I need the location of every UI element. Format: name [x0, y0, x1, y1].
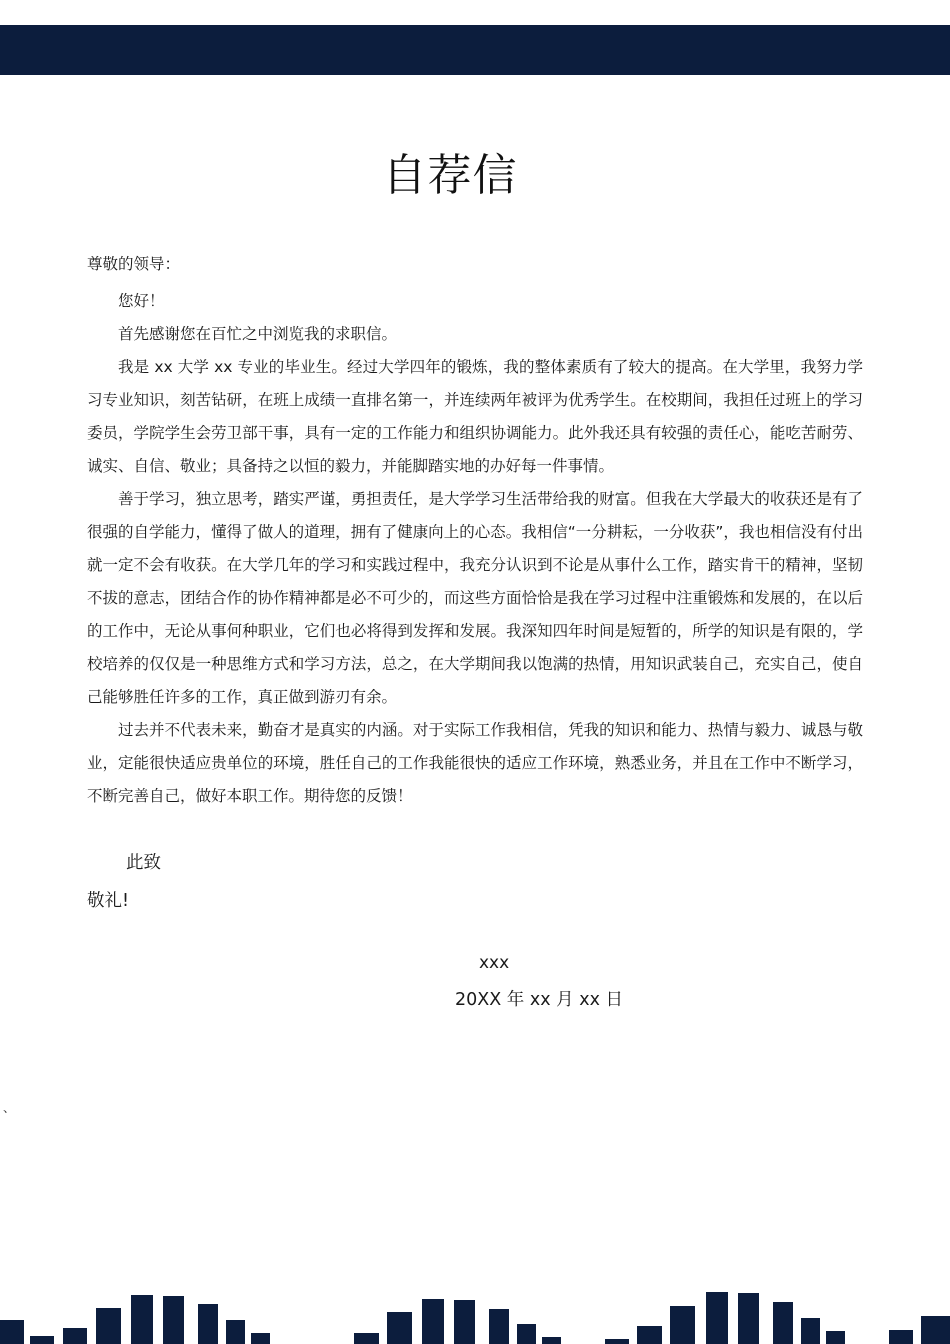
- deco-bar: [131, 1295, 153, 1344]
- closing-jingli: 敬礼!: [87, 891, 130, 911]
- deco-bar: [706, 1292, 728, 1344]
- deco-bar: [889, 1330, 913, 1344]
- deco-bar: [801, 1318, 820, 1344]
- deco-bar: [387, 1312, 412, 1344]
- letter-title: 自荐信: [382, 150, 518, 201]
- deco-bar: [670, 1306, 695, 1344]
- intro-paragraph: 我是 xx 大学 xx 专业的毕业生。经过大学四年的锻炼，我的整体素质有了较大的提高。在大学里，我努力学习专业知识，刻苦钻研，在班上成绩一直排名第一，并连续两年被评为优秀学生。在校期间，我担任过班上的学习委员，学院学生会劳卫部干事，具有一定的工作能力和组织协调能力。此外我还具有较强的责任心，能吃苦耐劳、诚实、自信、敬业；具备持之以恒的毅力，并能脚踏实地的办好每一件事情。: [87, 358, 863, 475]
- signature-name: xxx: [479, 953, 510, 973]
- deco-bar: [96, 1308, 121, 1344]
- outlook-paragraph: 过去并不代表未来，勤奋才是真实的内涵。对于实际工作我相信，凭我的知识和能力、热情与毅力、诚恳与敬业，定能很快适应贵单位的环境，胜任自己的工作我能很快的适应工作环境，熟悉业务，并且在工作中不断学习，不断完善自己，做好本职工作。期待您的反馈！: [87, 721, 863, 805]
- deco-bar: [226, 1320, 245, 1344]
- deco-bar: [163, 1296, 184, 1344]
- signature-date: 20XX 年 xx 月 xx 日: [455, 990, 623, 1010]
- deco-bar: [517, 1324, 536, 1344]
- deco-bar: [422, 1299, 444, 1344]
- letter-body: [87, 285, 863, 813]
- deco-bar: [637, 1326, 662, 1344]
- deco-bar: [738, 1293, 759, 1344]
- salutation: 尊敬的领导：: [87, 255, 181, 273]
- deco-bar: [605, 1339, 629, 1344]
- closing-cizhi: 此致: [126, 853, 161, 873]
- deco-bar: [921, 1316, 950, 1344]
- deco-bar: [63, 1328, 87, 1344]
- deco-bar: [30, 1336, 54, 1344]
- deco-bar: [354, 1333, 379, 1344]
- thanks-paragraph: 首先感谢您在百忙之中浏览我的求职信。: [118, 325, 398, 343]
- deco-bar: [826, 1331, 845, 1344]
- strengths-paragraph: 善于学习，独立思考，踏实严谨，勇担责任，是大学学习生活带给我的财富。但我在大学最大的收获还是有了很强的自学能力，懂得了做人的道理，拥有了健康向上的心态。我相信“一分耕耘，一分收获”，我也相信没有付出就一定不会有收获。在大学几年的学习和实践过程中，我充分认识到不论是从事什么工作，踏实肯干的精神，坚韧不拔的意志，团结合作的协作精神都是必不可少的，而这些方面恰恰是我在学习过程中注重锻炼和发展的，在以后的工作中，无论从事何种职业，它们也必将得到发挥和发展。我深知四年时间是短暂的，所学的知识是有限的，学校培养的仅仅是一种思维方式和学习方法，总之，在大学期间我以饱满的热情，用知识武装自己，充实自己，使自己能够胜任许多的工作，真正做到游刃有余。: [87, 490, 863, 706]
- greeting-paragraph: 您好！: [118, 292, 165, 310]
- decorative-bars: [0, 1284, 950, 1344]
- deco-bar: [0, 1320, 24, 1344]
- deco-bar: [773, 1302, 793, 1344]
- deco-bar: [198, 1304, 218, 1344]
- stray-mark: 、: [3, 1101, 16, 1115]
- deco-bar: [251, 1333, 270, 1344]
- deco-bar: [542, 1337, 561, 1344]
- top-banner: [0, 25, 950, 75]
- deco-bar: [454, 1300, 475, 1344]
- deco-bar: [489, 1309, 509, 1344]
